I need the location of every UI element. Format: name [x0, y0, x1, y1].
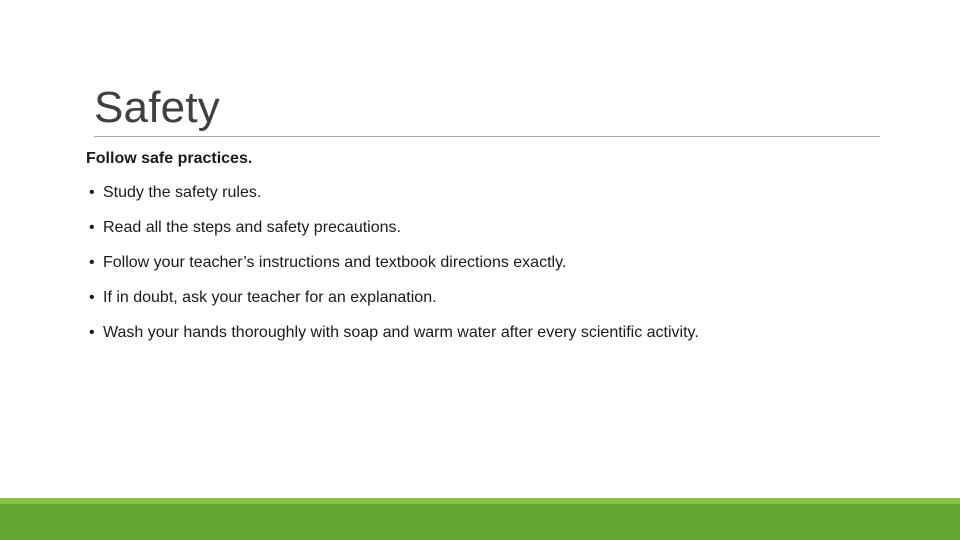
bullet-dot: • [89, 289, 95, 306]
bullet-text: Wash your hands thoroughly with soap and warm water after every scientific activity. [103, 324, 699, 341]
bullet-item [89, 323, 699, 358]
bullet-dot: • [89, 254, 95, 271]
bullet-list [89, 183, 699, 358]
bullet-dot: • [89, 219, 95, 236]
bullet-item [89, 253, 699, 288]
bullet-dot: • [89, 184, 95, 201]
bullet-text: Read all the steps and safety precautions. [103, 219, 401, 236]
title-divider [94, 136, 880, 137]
bullet-item [89, 218, 699, 253]
footer-accent-stripe [0, 498, 960, 504]
bullet-text: Follow your teacher’s instructions and textbook directions exactly. [103, 254, 567, 271]
footer-accent-bar [0, 498, 960, 540]
bullet-text: Study the safety rules. [103, 184, 262, 201]
bullet-item [89, 183, 699, 218]
bullet-dot: • [89, 324, 95, 341]
slide-title: Safety [94, 83, 220, 132]
slide-subheading: Follow safe practices. [86, 150, 253, 167]
bullet-item [89, 288, 699, 323]
bullet-text: If in doubt, ask your teacher for an explanation. [103, 289, 437, 306]
